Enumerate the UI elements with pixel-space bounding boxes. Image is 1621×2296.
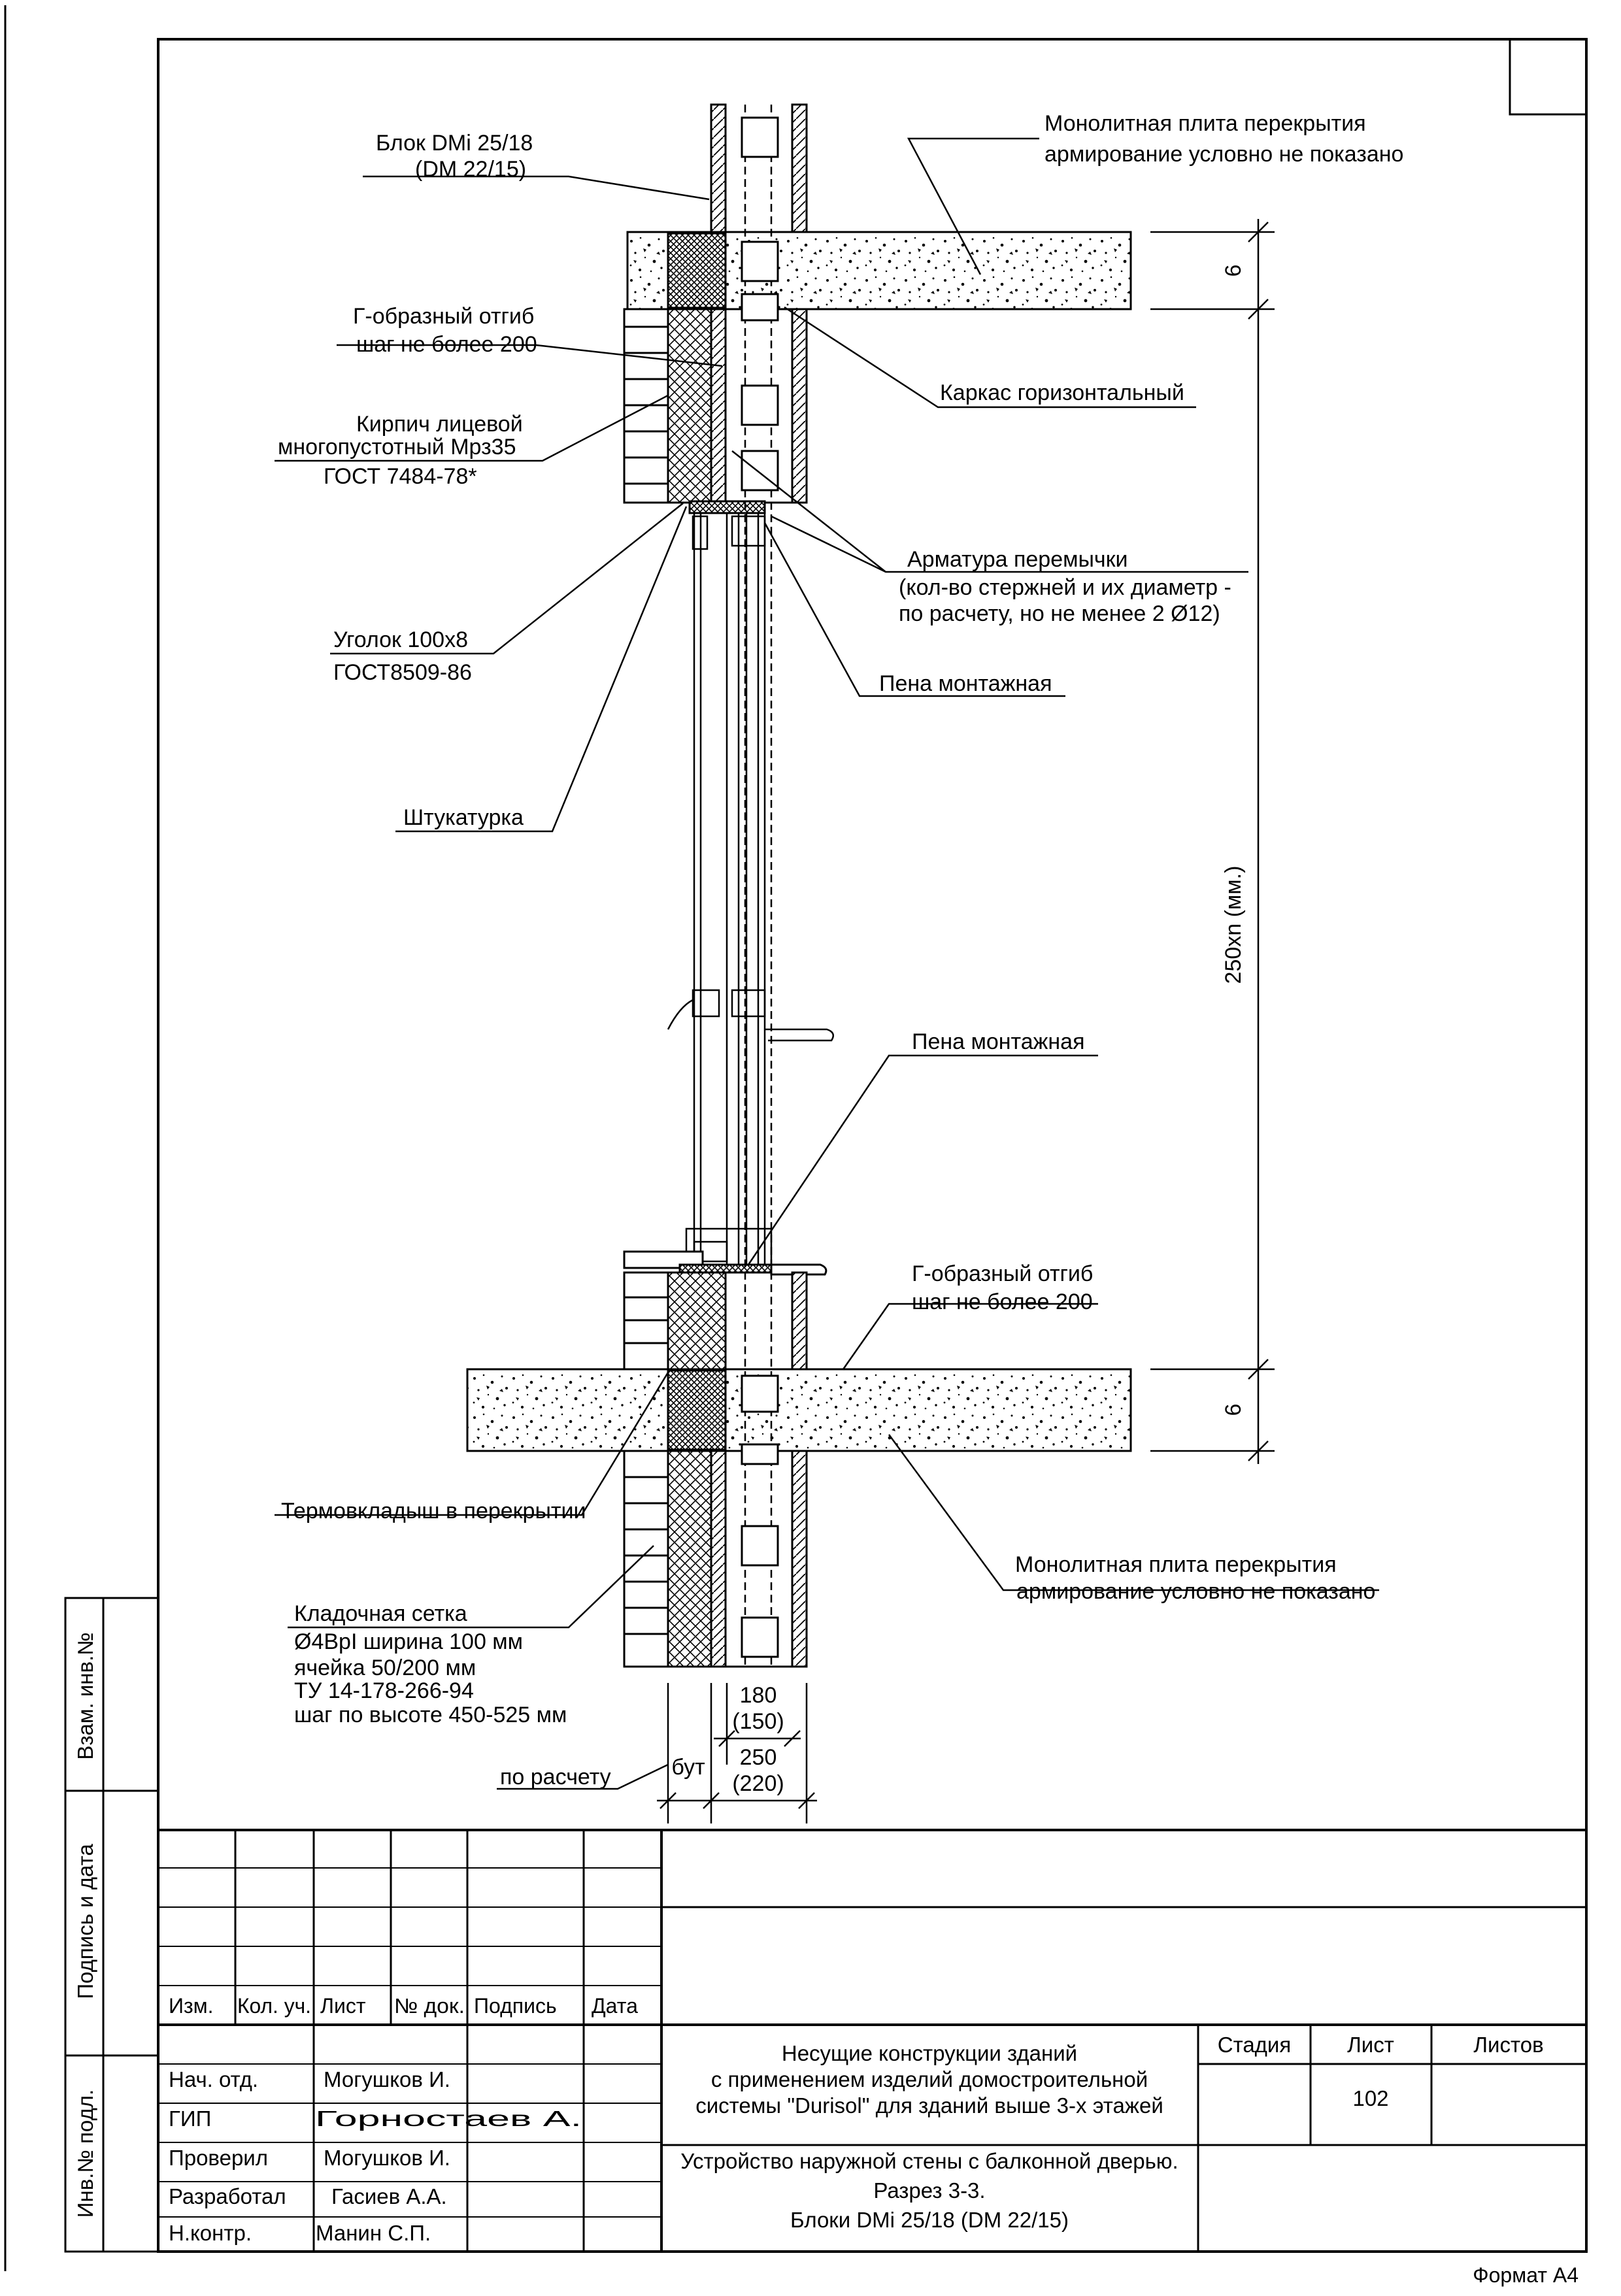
callout-mesh-l1: Кладочная сетка [294,1601,467,1626]
dim-top-slab: 6 [1221,264,1246,277]
tb-sheets-label: Листов [1473,2033,1544,2057]
stamp-sign-date: Подпись и дата [73,1844,97,1999]
callout-slab-top [1044,111,1403,167]
tb-header-kol: Кол. уч. [237,1994,311,2018]
callout-mesh [294,1601,567,1727]
tb-drawing-l2: Разрез 3-3. [873,2178,986,2203]
callout-block [376,131,533,182]
callout-g-bend-bottom [912,1261,1093,1314]
dim-but: бут [671,1755,705,1780]
tb-sheet-number: 102 [1352,2086,1389,2110]
tb-role-2: ГИП [169,2106,212,2131]
callout-rebar-l2: (кол-во стержней и их диаметр - [899,575,1231,600]
tb-project-l3: системы "Durisol" для зданий выше 3-х этажей [695,2093,1163,2118]
callout-foam-2: Пена монтажная [912,1029,1085,1054]
format-label: Формат А4 [1473,2263,1579,2287]
tb-role-3: Проверил [169,2146,268,2170]
bottom-slab [467,1369,1131,1451]
callout-brick-l3: ГОСТ 7484-78* [324,464,477,489]
tb-sheet-label: Лист [1347,2033,1394,2057]
callout-slab-bottom-l1: Монолитная плита перекрытия [1015,1552,1337,1577]
callout-mesh-l3: ячейка 50/200 мм [294,1655,476,1680]
tb-name-2: Горностаев А. [315,2106,582,2131]
dim-150: (150) [732,1709,784,1734]
leader-lines [275,139,1379,1789]
callout-foam-1: Пена монтажная [879,671,1052,696]
tb-drawing-l1: Устройство наружной стены с балконной дверью. [680,2149,1178,2173]
callout-angle [333,627,472,685]
tb-drawing-l3: Блоки DMi 25/18 (DM 22/15) [790,2208,1069,2232]
callout-plaster: Штукатурка [403,805,524,830]
callout-slab-bottom [1015,1552,1375,1604]
callout-frame: Каркас горизонтальный [940,380,1184,405]
tb-role-5: Н.контр. [169,2221,252,2245]
callout-angle-l1: Уголок 100х8 [333,627,468,652]
tb-project-l1: Несущие конструкции зданий [781,2041,1078,2065]
callout-g-bend-top-l1: Г-образный отгиб [353,304,535,329]
callout-thermal: Термовкладыш в перекрытии [281,1499,586,1523]
callout-rebar-l3: по расчету, но не менее 2 Ø12) [899,601,1220,626]
callout-g-bend-top [353,304,537,357]
callout-block-l2: (DM 22/15) [415,157,527,182]
tb-name-5: Манин С.П. [316,2221,431,2245]
callout-g-bend-top-l2: шаг не более 200 [356,332,537,357]
tb-name-4: Гасиев А.А. [331,2184,447,2208]
stamp-replace-inv: Взам. инв.№ [73,1632,97,1760]
tb-project-l2: с применением изделий домостроительной [710,2067,1148,2091]
callout-angle-l2: ГОСТ8509-86 [333,660,472,685]
callout-brick-l1: Кирпич лицевой [356,412,523,437]
callout-slab-top-l2: армирование условно не показано [1044,142,1404,167]
tb-name-1: Могушков И. [324,2067,450,2091]
callout-slab-top-l1: Монолитная плита перекрытия [1044,111,1366,136]
tb-header-doc: № док. [394,1994,465,2018]
callout-brick [278,412,523,489]
tb-role-4: Разработал [169,2184,286,2208]
tb-header-list: Лист [320,1994,366,2018]
dim-height: 250xn (мм.) [1221,865,1246,984]
tb-header-date: Дата [592,1994,638,2018]
callout-block-l1: Блок DMi 25/18 [376,131,533,156]
callout-mesh-l2: Ø4ВрI ширина 100 мм [294,1629,524,1654]
callout-rebar-l1: Арматура перемычки [907,547,1128,572]
callout-by-calc: по расчету [500,1765,611,1789]
dim-220: (220) [732,1771,784,1796]
wall-section [467,105,1131,1667]
callout-mesh-l4: ТУ 14-178-266-94 [294,1678,474,1703]
callout-mesh-l5: шаг по высоте 450-525 мм [294,1703,567,1727]
tb-stage-label: Стадия [1217,2033,1292,2057]
tb-role-1: Нач. отд. [169,2067,259,2091]
tb-header-sign: Подпись [474,1994,557,2018]
callout-brick-l2: многопустотный Мрз35 [278,435,516,459]
dim-250: 250 [739,1745,777,1770]
tb-header-izm: Изм. [169,1994,214,2018]
callout-g-bend-bottom-l2: шаг не более 200 [912,1289,1093,1314]
callout-g-bend-bottom-l1: Г-образный отгиб [912,1261,1094,1286]
dim-bottom-slab: 6 [1221,1403,1246,1416]
callout-rebar [899,547,1231,626]
dim-180: 180 [739,1683,777,1708]
stamp-orig-inv: Инв.№ подл. [73,2089,97,2218]
tb-name-3: Могушков И. [324,2146,450,2170]
callout-slab-bottom-l2: армирование условно не показано [1016,1579,1376,1604]
